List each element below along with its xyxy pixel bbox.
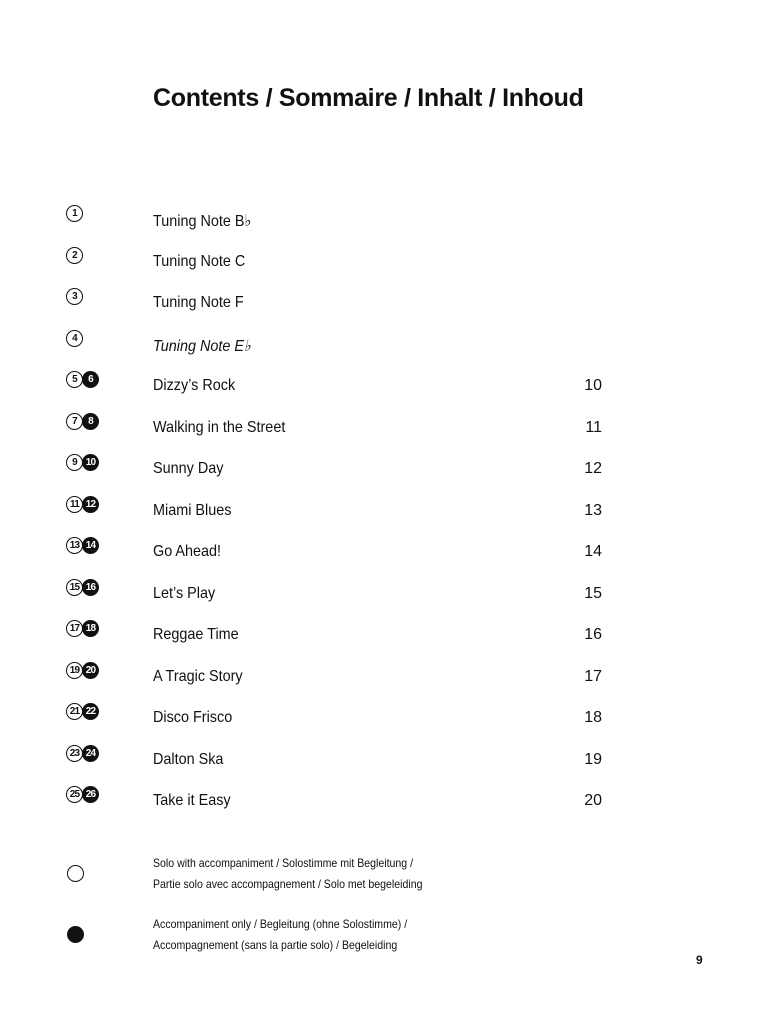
track-numbers [66,579,99,596]
track-numbers [66,620,99,637]
track-numbers [66,703,99,720]
toc-row [0,783,772,819]
legend-text-line: Accompagnement (sans la partie solo) / Begeleiding [153,938,398,952]
legend-text-line: Solo with accompaniment / Solostimme mit Begleitung / [153,856,414,870]
accompaniment-track-number: 24 [82,745,99,762]
solo-track-number: 25 [66,786,83,803]
track-numbers [66,371,99,388]
track-title: Tuning Note F [153,294,244,311]
track-numbers [66,537,99,554]
track-title: Tuning Note B♭ [153,213,252,230]
solo-track-number: 4 [66,330,83,347]
solo-track-number: 1 [66,205,83,222]
page-number: 9 [696,953,703,967]
track-numbers [66,786,99,803]
track-title: Walking in the Street [153,419,286,436]
track-title: A Tragic Story [153,668,243,685]
accompaniment-track-number: 10 [82,454,99,471]
toc-row [0,617,772,653]
page-reference: 17 [584,668,602,685]
accompaniment-track-number: 6 [82,371,99,388]
solo-track-number: 21 [66,703,83,720]
solo-track-number: 15 [66,579,83,596]
track-title: Miami Blues [153,502,232,519]
track-numbers [66,288,83,305]
solo-track-number: 9 [66,454,83,471]
accompaniment-track-number: 16 [82,579,99,596]
solo-track-number: 7 [66,413,83,430]
track-numbers [66,413,99,430]
page-reference: 13 [584,502,602,519]
track-numbers [66,662,99,679]
track-numbers [66,330,83,347]
accompaniment-track-number: 18 [82,620,99,637]
legend-text-line: Partie solo avec accompagnement / Solo met begeleiding [153,877,423,891]
toc-row [0,244,772,280]
toc-row [0,576,772,612]
track-numbers [66,496,99,513]
solo-track-number: 3 [66,288,83,305]
solo-track-number: 17 [66,620,83,637]
toc-row [0,368,772,404]
track-title: Take it Easy [153,792,231,809]
track-title: Let’s Play [153,585,216,602]
toc-row [0,700,772,736]
solo-track-number: 2 [66,247,83,264]
toc-row [0,202,772,238]
solo-track-number: 11 [66,496,83,513]
track-numbers [66,205,83,222]
toc-row [0,493,772,529]
page-title: Contents / Sommaire / Inhalt / Inhoud [153,84,584,112]
page-reference: 16 [584,626,602,643]
page-reference: 11 [585,419,602,436]
track-numbers [66,247,83,264]
track-title: Dalton Ska [153,751,224,768]
page-reference: 10 [584,377,602,394]
page-reference: 12 [584,460,602,477]
track-title: Sunny Day [153,460,224,477]
solo-track-number: 23 [66,745,83,762]
solo-track-number: 19 [66,662,83,679]
accompaniment-track-number: 20 [82,662,99,679]
toc-row [0,451,772,487]
track-title: Tuning Note C [153,253,246,270]
track-numbers [66,454,99,471]
solo-track-number: 5 [66,371,83,388]
toc-row [0,285,772,321]
accompaniment-track-number: 8 [82,413,99,430]
legend-text-line: Accompaniment only / Begleitung (ohne Solostimme) / [153,917,408,931]
toc-row [0,659,772,695]
accompaniment-track-number: 12 [82,496,99,513]
page-reference: 19 [584,751,602,768]
toc-row [0,410,772,446]
accompaniment-track-number: 14 [82,537,99,554]
accompaniment-track-number: 26 [82,786,99,803]
accompaniment-track-number: 22 [82,703,99,720]
track-title: Dizzy’s Rock [153,377,236,394]
page-reference: 15 [584,585,602,602]
open-circle-icon [67,865,84,882]
page-reference: 14 [584,543,602,560]
solo-track-number: 13 [66,537,83,554]
track-title: Tuning Note E♭ [153,338,251,355]
toc-row [0,327,772,363]
page-reference: 18 [584,709,602,726]
track-numbers [66,745,99,762]
toc-row [0,534,772,570]
page-reference: 20 [584,792,602,809]
track-title: Reggae Time [153,626,239,643]
track-title: Disco Frisco [153,709,233,726]
track-title: Go Ahead! [153,543,222,560]
filled-circle-icon [67,926,84,943]
toc-row [0,742,772,778]
